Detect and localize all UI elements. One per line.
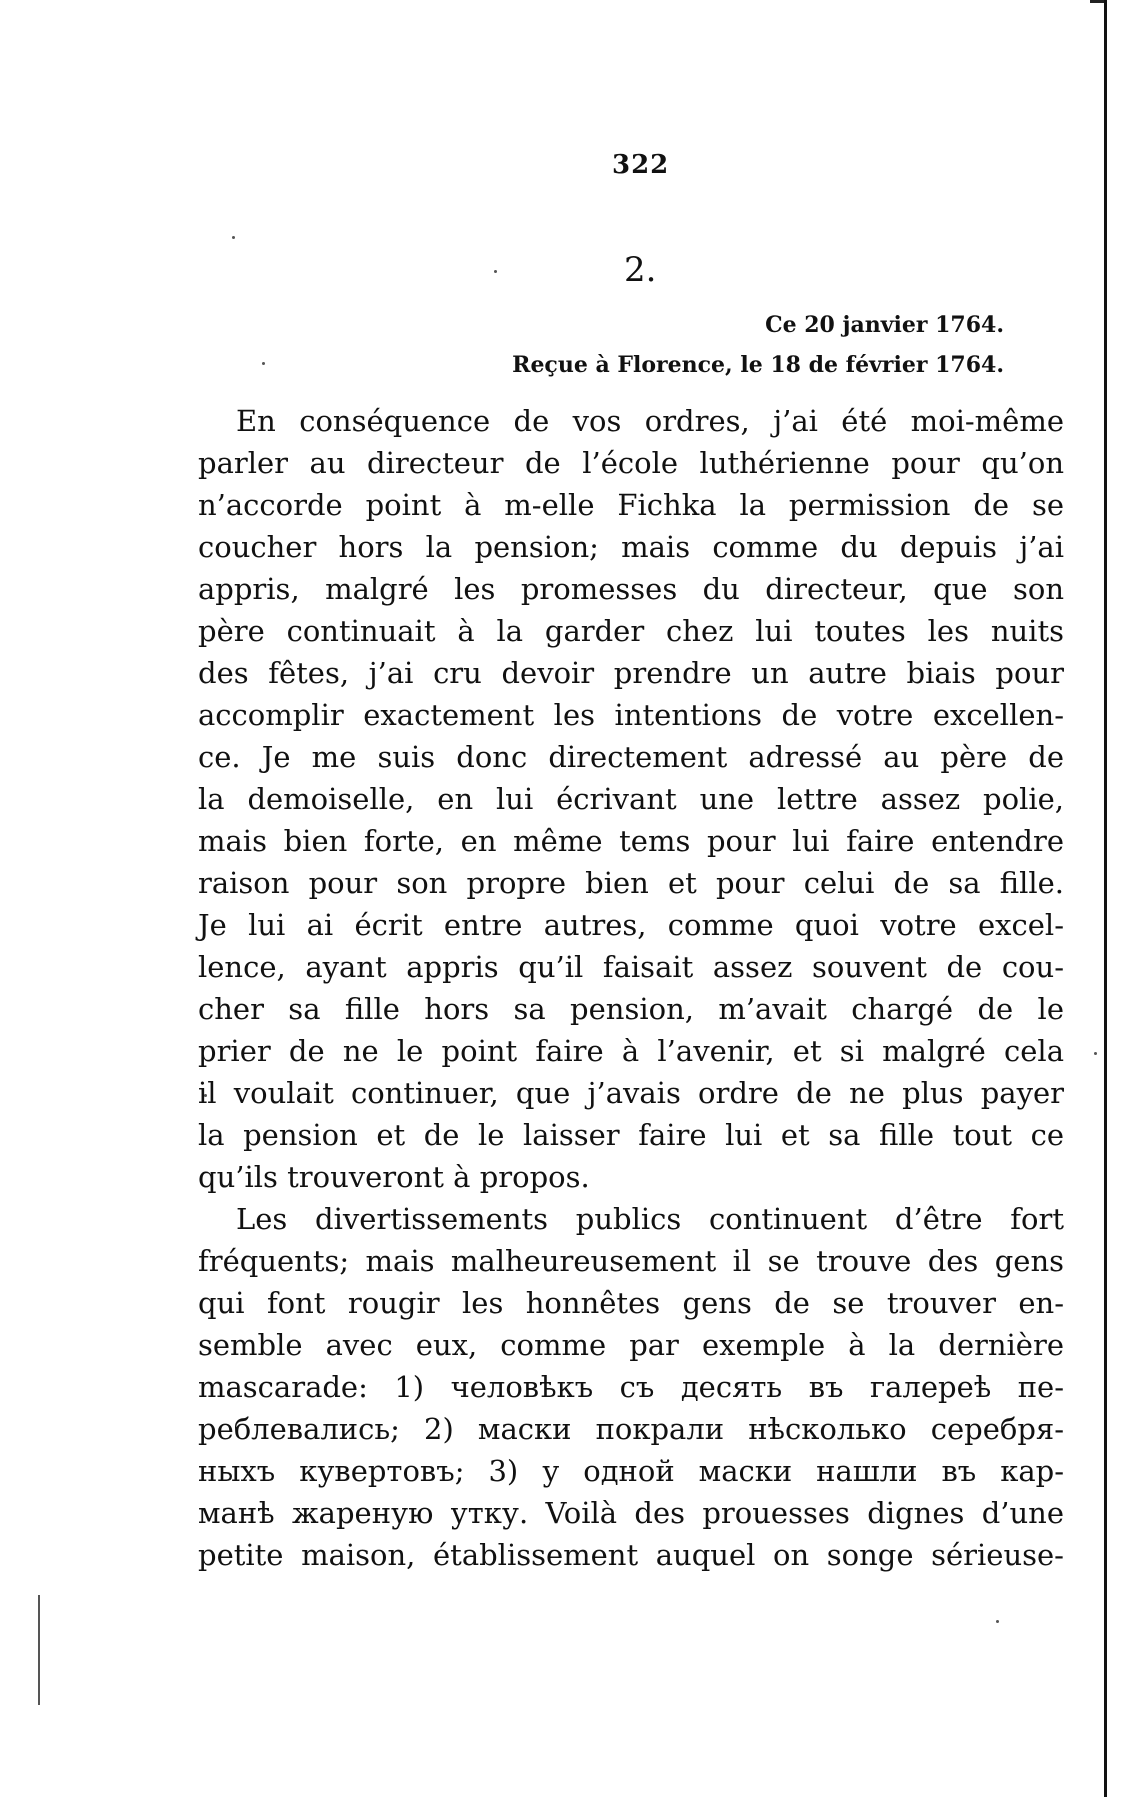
text-line: la pension et de le laisser faire lui et sa fille tout ce xyxy=(198,1118,1064,1152)
scan-margin-mark xyxy=(38,1595,40,1705)
text-line: lence, ayant appris qu’il faisait assez souvent de cou- xyxy=(198,950,1064,984)
text-line: ce. Je me suis donc directement adressé au père de xyxy=(198,740,1064,774)
text-line: mascarade: 1) человѣкъ съ десять въ галереѣ пе- xyxy=(198,1370,1064,1404)
text-line: манѣ жареную утку. Voilà des prouesses dignes d’une xyxy=(198,1496,1064,1530)
scan-speck xyxy=(494,270,497,273)
scan-speck xyxy=(262,362,265,365)
scan-speck xyxy=(1094,1052,1097,1055)
text-line: n’accorde point à m-elle Fichka la permission de se xyxy=(198,488,1064,522)
text-line: реблевались; 2) маски покрали нѣсколько серебря- xyxy=(198,1412,1064,1446)
text-line: ныхъ кувертовъ; 3) у одной маски нашли въ кар- xyxy=(198,1454,1064,1488)
text-line: père continuait à la garder chez lui toutes les nuits xyxy=(198,614,1064,648)
scan-speck xyxy=(996,1620,999,1623)
text-line: qui font rougir les honnêtes gens de se trouver en- xyxy=(198,1286,1064,1320)
scan-speck xyxy=(232,236,235,239)
text-line: mais bien forte, en même tems pour lui faire entendre xyxy=(198,824,1064,858)
scan-margin-rule xyxy=(1104,0,1107,1797)
text-line: semble avec eux, comme par exemple à la dernière xyxy=(198,1328,1064,1362)
text-line: petite maison, établissement auquel on songe sérieuse- xyxy=(198,1538,1064,1572)
text-line: coucher hors la pension; mais comme du depuis j’ai xyxy=(198,530,1064,564)
text-line: accomplir exactement les intentions de votre excellen- xyxy=(198,698,1064,732)
section-number: 2. xyxy=(624,250,657,290)
text-line: Je lui ai écrit entre autres, comme quoi votre excel- xyxy=(198,908,1064,942)
text-line: des fêtes, j’ai cru devoir prendre un autre biais pour xyxy=(198,656,1064,690)
text-line: raison pour son propre bien et pour celui de sa fille. xyxy=(198,866,1064,900)
text-line: appris, malgré les promesses du directeur, que son xyxy=(198,572,1064,606)
text-line: cher sa fille hors sa pension, m’avait chargé de le xyxy=(198,992,1064,1026)
page-number: 322 xyxy=(612,150,670,180)
received-date: Reçue à Florence, le 18 de février 1764. xyxy=(512,352,1004,378)
text-line: parler au directeur de l’école luthérienne pour qu’on xyxy=(198,446,1064,480)
text-line: la demoiselle, en lui écrivant une lettre assez polie, xyxy=(198,782,1064,816)
text-line: prier de ne le point faire à l’avenir, et si malgré cela xyxy=(198,1034,1064,1068)
scan-margin-tick xyxy=(1090,0,1104,3)
text-line: fréquents; mais malheureusement il se trouve des gens xyxy=(198,1244,1064,1278)
text-line: Les divertissements publics continuent d’être fort xyxy=(236,1202,1064,1236)
text-line: En conséquence de vos ordres, j’ai été moi-même xyxy=(236,404,1064,438)
text-line: il voulait continuer, que j’avais ordre de ne plus payer xyxy=(198,1076,1064,1110)
text-line: qu’ils trouveront à propos. xyxy=(198,1160,590,1194)
letter-date: Ce 20 janvier 1764. xyxy=(765,312,1004,338)
